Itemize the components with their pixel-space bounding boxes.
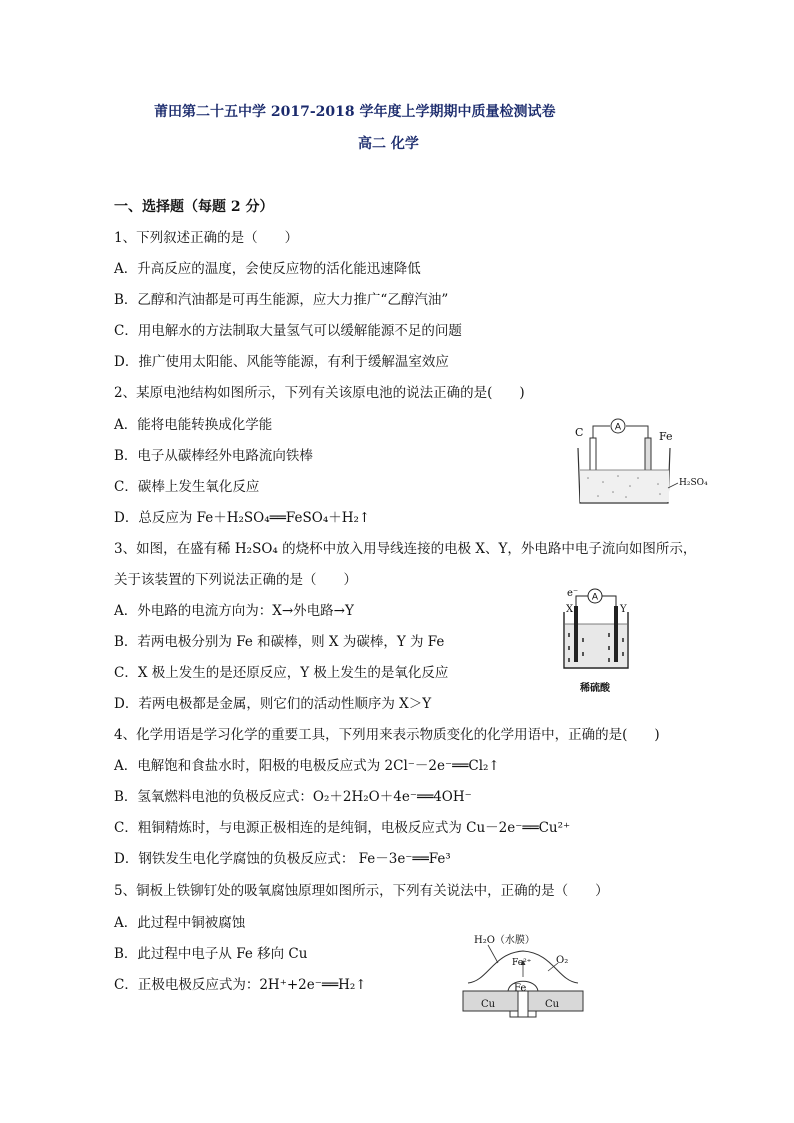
question-4-option-a: A．电解饱和食盐水时，阳极的电极反应式为 2Cl⁻－2e⁻══Cl₂↑	[114, 758, 500, 774]
question-2-option-d: D．总反应为 Fe＋H₂SO₄══FeSO₄＋H₂↑	[114, 510, 371, 526]
question-3-stem-line-1: 3、如图，在盛有稀 H₂SO₄ 的烧杯中放入用导线连接的电极 X、Y，外电路中电子流向如图所示，	[114, 541, 697, 557]
question-2-option-b: B．电子从碳棒经外电路流向铁棒	[114, 448, 313, 464]
question-3-option-c: C．X 极上发生的是还原反应，Y 极上发生的是氧化反应	[114, 665, 449, 681]
figure-q2-galvanic-cell	[568, 418, 708, 508]
question-2-option-c: C．碳棒上发生氧化反应	[114, 479, 260, 495]
question-1-option-a: A．升高反应的温度，会使反应物的活化能迅速降低	[114, 261, 421, 277]
figure-q3-solution-label: 稀硫酸	[580, 683, 610, 694]
question-3-option-a: A．外电路的电流方向为：X→外电路→Y	[114, 603, 354, 619]
page-title: 莆田第二十五中学 2017-2018 学年度上学期期中质量检测试卷	[154, 104, 556, 120]
figure-q2-fe-label: Fe	[659, 430, 673, 443]
figure-q3-y-label: Y	[620, 604, 627, 615]
ammeter-label: A	[614, 422, 622, 433]
question-3-stem-line-2: 关于该装置的下列说法正确的是（ ）	[114, 572, 357, 588]
question-4-option-d: D．钢铁发生电化学腐蚀的负极反应式： Fe－3e⁻══Fe³	[114, 851, 451, 867]
figure-q5-fe2-label: Fe²⁺	[512, 958, 532, 968]
question-3-option-b: B．若两电极分别为 Fe 和碳棒，则 X 为碳棒，Y 为 Fe	[114, 634, 445, 650]
question-5-option-b: B．此过程中电子从 Fe 移向 Cu	[114, 946, 308, 962]
figure-q5-water-label: H₂O（水膜）	[474, 935, 535, 946]
question-2-option-a: A．能将电能转换成化学能	[114, 417, 273, 433]
question-1-option-d: D．推广使用太阳能、风能等能源，有利于缓解温室效应	[114, 354, 449, 370]
section-heading: 一、选择题（每题 2 分）	[114, 199, 274, 215]
ammeter-label: A	[591, 592, 599, 603]
question-4-option-b: B．氢氧燃料电池的负极反应式：O₂＋2H₂O＋4e⁻══4OH⁻	[114, 789, 472, 805]
figure-q5-o2-label: O₂	[556, 955, 569, 966]
question-1-option-b: B．乙醇和汽油都是可再生能源，应大力推广“乙醇汽油”	[114, 292, 449, 308]
figure-q3-electron-label: e⁻	[567, 588, 579, 599]
question-5-option-c: C．正极电极反应式为：2H⁺+2e⁻══H₂↑	[114, 977, 367, 993]
question-4-option-c: C．粗铜精炼时，与电源正极相连的是纯铜，电极反应式为 Cu－2e⁻══Cu²⁺	[114, 820, 571, 836]
figure-q2-solution-label: H₂SO₄	[679, 478, 708, 488]
question-1-stem: 1、下列叙述正确的是（ ）	[114, 230, 299, 246]
question-5-stem: 5、铜板上铁铆钉处的吸氧腐蚀原理如图所示，下列有关说法中，正确的是（ ）	[114, 883, 609, 899]
figure-q2-c-label: C	[575, 426, 584, 439]
question-2-stem: 2、某原电池结构如图所示，下列有关该原电池的说法正确的是( )	[114, 385, 525, 401]
question-4-stem: 4、化学用语是学习化学的重要工具，下列用来表示物质变化的化学用语中，正确的是( )	[114, 727, 660, 743]
figure-q3-x-label: X	[566, 604, 574, 615]
question-1-option-c: C．用电解水的方法制取大量氢气可以缓解能源不足的问题	[114, 323, 462, 339]
figure-q5-fe-label: Fe	[514, 983, 527, 994]
figure-q5-cu-right-label: Cu	[545, 999, 560, 1010]
question-5-option-a: A．此过程中铜被腐蚀	[114, 915, 246, 931]
page-subtitle: 高二 化学	[358, 136, 419, 152]
figure-q5-cu-left-label: Cu	[481, 999, 496, 1010]
question-3-option-d: D．若两电极都是金属，则它们的活动性顺序为 X＞Y	[114, 696, 432, 712]
